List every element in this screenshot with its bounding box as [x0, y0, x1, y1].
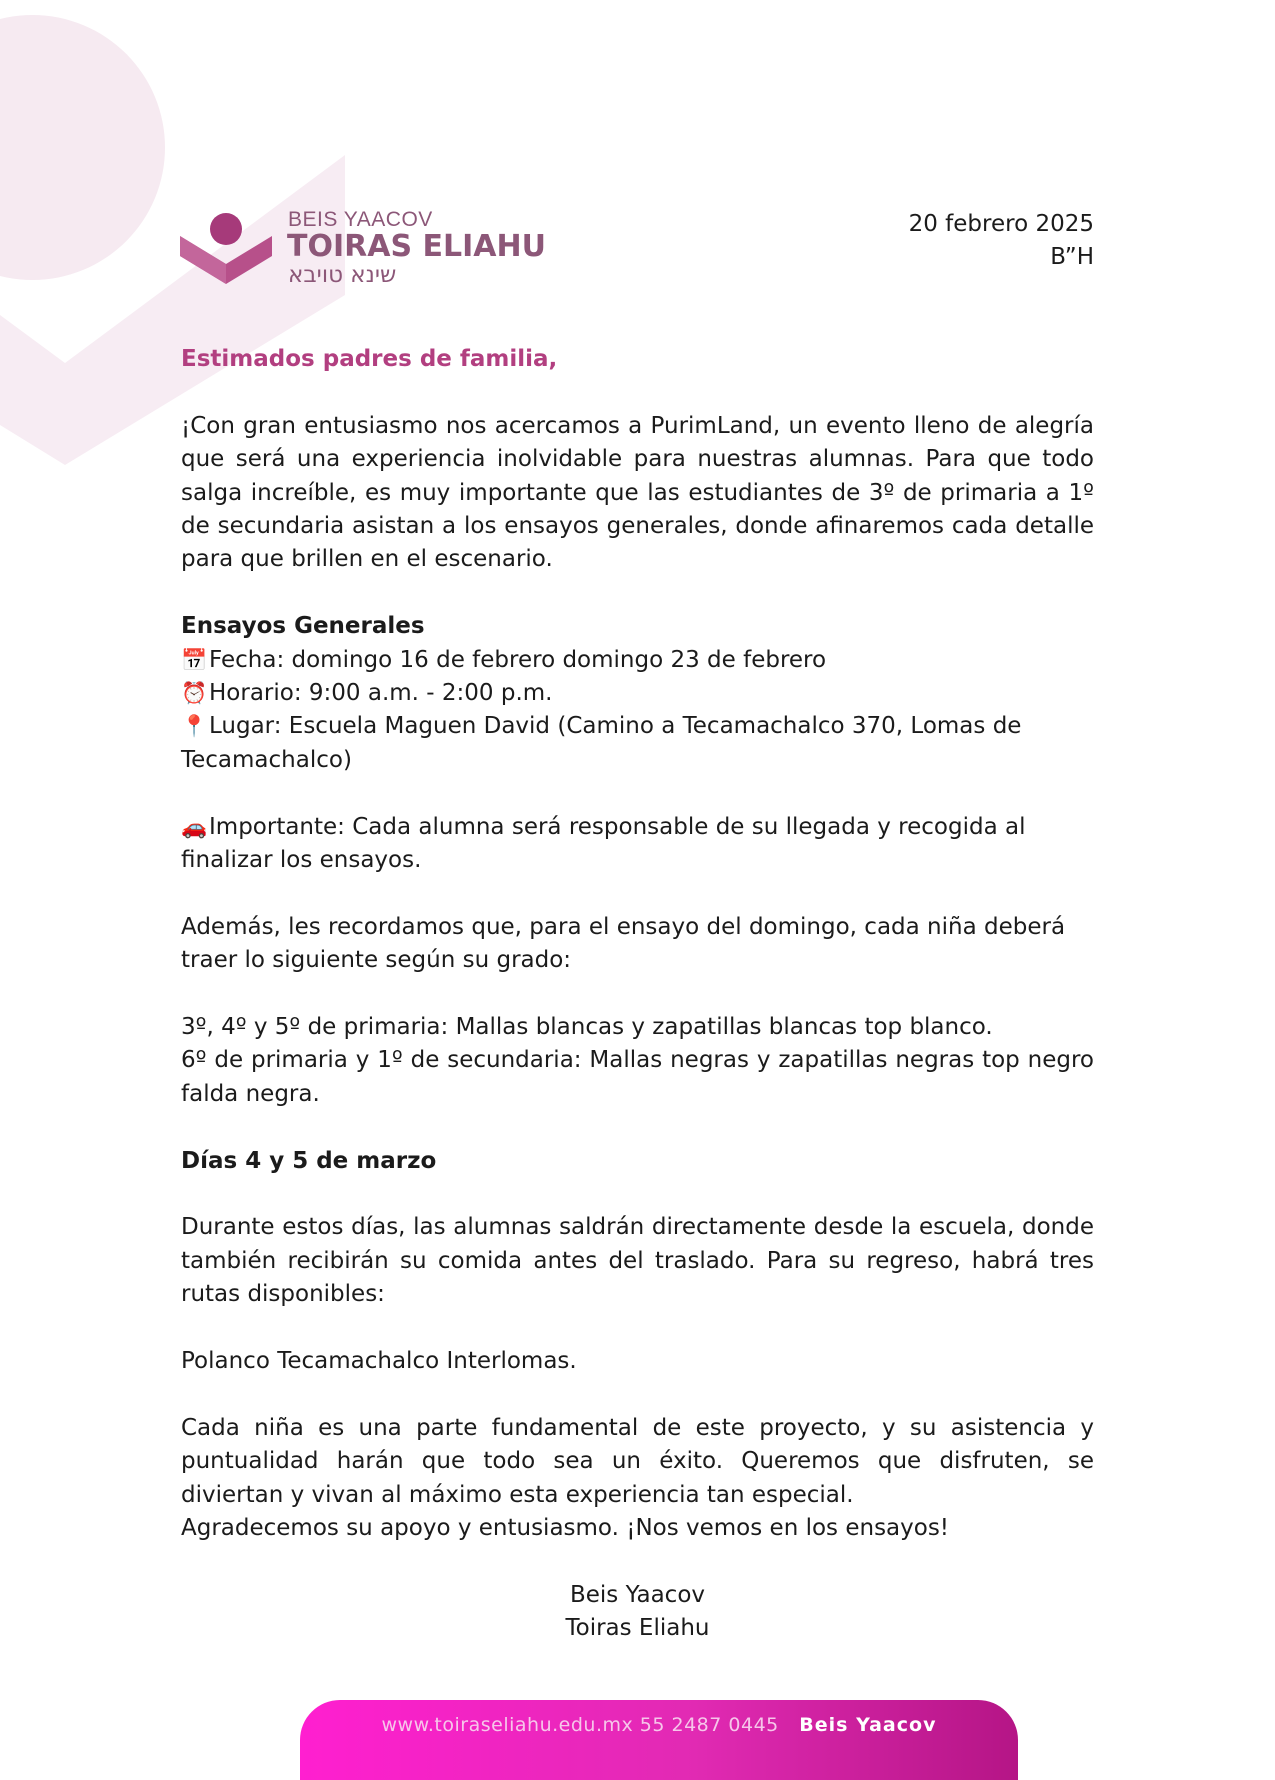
alarm-clock-icon: ⏰	[181, 681, 208, 706]
closing-thanks: Agradecemos su apoyo y entusiasmo. ¡Nos vemos en los ensayos!	[181, 1515, 950, 1542]
important-note-text: Importante: Cada alumna será responsable de su llegada y recogida al finalizar los ensayos.	[181, 813, 1026, 874]
footer-contact	[300, 1714, 1018, 1736]
letter-body	[181, 343, 1094, 1646]
rehearsal-place-line	[181, 710, 1094, 777]
rehearsals-heading: Ensayos Generales	[181, 613, 425, 640]
letter-date-block	[909, 208, 1094, 274]
attire-primary: 3º, 4º y 5º de primaria: Mallas blancas y zapatillas blancas top blanco.	[181, 1014, 993, 1041]
march-heading: Días 4 y 5 de marzo	[181, 1147, 437, 1174]
important-note	[181, 811, 1094, 878]
calendar-icon: 📅	[181, 647, 208, 672]
march-paragraph: Durante estos días, las alumnas saldrán directamente desde la escuela, donde también recibirán su comida antes del traslado. Para su regreso, habrá tres rutas disponibles:	[181, 1214, 1094, 1308]
signature-line-1: Beis Yaacov	[569, 1581, 705, 1608]
footer-bar	[300, 1700, 1018, 1780]
logo-text-toiras-eliahu: TOIRAS ELIAHU	[287, 229, 546, 264]
car-icon: 🚗	[181, 814, 208, 839]
pushpin-icon: 📍	[181, 714, 208, 739]
logo-mark-icon	[180, 212, 272, 284]
salutation: Estimados padres de familia,	[181, 346, 558, 372]
rehearsal-time-line	[181, 677, 1094, 710]
logo-text-hebrew: שינא טויבא	[288, 262, 397, 288]
letter-date: 20 febrero 2025	[908, 211, 1094, 237]
footer-website-link[interactable]: www.toiraseliahu.edu.mx	[381, 1714, 634, 1736]
footer-phone: 55 2487 0445	[639, 1714, 779, 1736]
footer-brand: Beis Yaacov	[799, 1714, 937, 1736]
reminder-paragraph: Además, les recordamos que, para el ensayo del domingo, cada niña deberá traer lo siguiente según su grado:	[181, 913, 1066, 974]
logo-text-beis-yaacov: BEIS YAACOV	[288, 208, 433, 231]
intro-paragraph: ¡Con gran entusiasmo nos acercamos a PurimLand, un evento lleno de alegría que será una experiencia inolvidable para nuestras alumnas. Para que todo salga increíble, es muy importante que las estudiantes de 3º de primaria a 1º de secundaria asistan a los ensayos generales, donde afinaremos cada detalle para que brillen en el escenario.	[181, 412, 1094, 573]
rehearsal-time-text: Horario: 9:00 a.m. - 2:00 p.m.	[209, 680, 553, 707]
signature-line-2: Toiras Eliahu	[565, 1615, 710, 1642]
attire-secondary: 6º de primaria y 1º de secundaria: Mallas negras y zapatillas negras top negro falda negra.	[181, 1047, 1094, 1107]
rehearsal-date-text: Fecha: domingo 16 de febrero domingo 23 de febrero	[209, 646, 827, 673]
school-logo	[180, 208, 546, 288]
closing-paragraph: Cada niña es una parte fundamental de este proyecto, y su asistencia y puntualidad harán que todo sea un éxito. Queremos que disfruten, se diviertan y vivan al máximo esta experiencia tan especial.	[181, 1414, 1094, 1508]
bh-header: B”H	[1050, 244, 1094, 270]
rehearsal-place-text: Lugar: Escuela Maguen David (Camino a Tecamachalco 370, Lomas de Tecamachalco)	[181, 713, 1022, 773]
rehearsal-date-line	[181, 644, 1094, 677]
routes-line: Polanco Tecamachalco Interlomas.	[181, 1348, 577, 1375]
